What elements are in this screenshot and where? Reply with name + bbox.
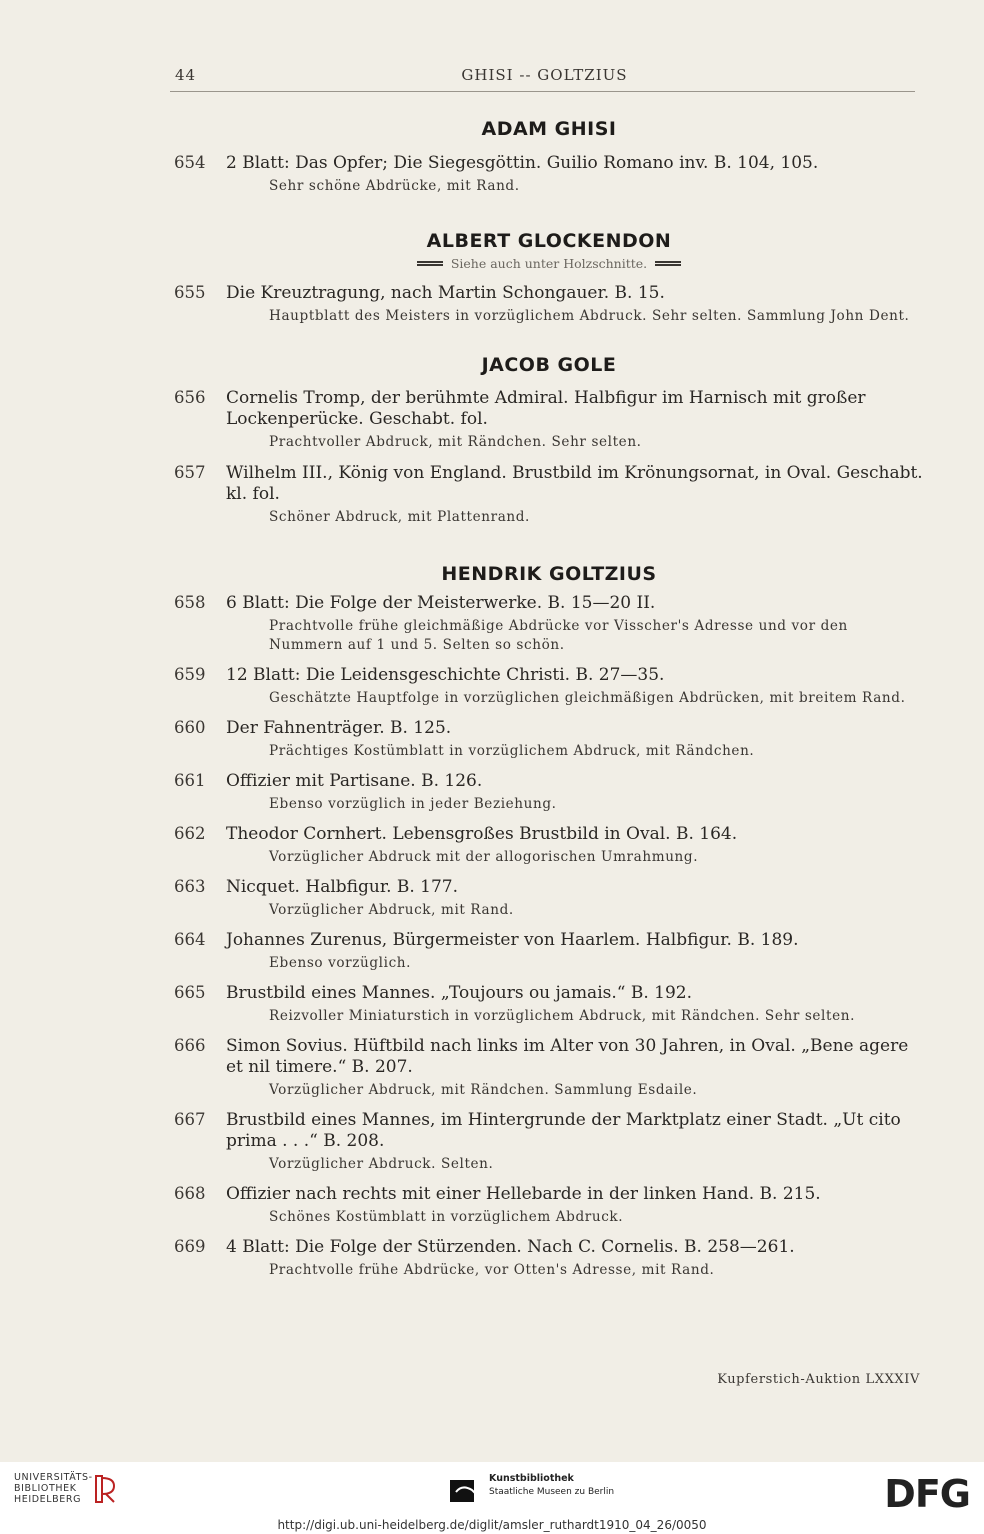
- section-hendrik-goltzius: [174, 563, 924, 1280]
- entry-number: 656: [174, 388, 206, 407]
- section-adam-ghisi: [174, 118, 924, 196]
- entry-number: 655: [174, 283, 206, 302]
- catalog-entry: [174, 1184, 924, 1227]
- catalog-entry: [174, 1237, 924, 1280]
- section-albert-glockendon: [174, 230, 924, 326]
- see-also-note: [174, 256, 924, 271]
- kunstbibliothek-logo: [489, 1472, 614, 1499]
- digitization-bar: [0, 1462, 984, 1518]
- running-head: [175, 66, 914, 88]
- entry-text: Brustbild eines Mannes, im Hintergrunde der Marktplatz einer Stadt. „Ut cito prima . . .“ B. 208.: [226, 1110, 901, 1151]
- university-seal-icon: [92, 1474, 118, 1504]
- entry-text: Brustbild eines Mannes. „Toujours ou jamais.“ B. 192.: [226, 983, 693, 1003]
- entry-note: Vorzüglicher Abdruck, mit Rand.: [269, 902, 514, 918]
- section-title: HENDRIK GOLTZIUS: [441, 563, 657, 585]
- entry-number: 666: [174, 1036, 206, 1055]
- catalog-entry: [174, 771, 924, 814]
- entry-text: Cornelis Tromp, der berühmte Admiral. Halbfigur im Harnisch mit großer Lockenperücke. Geschabt. fol.: [226, 388, 866, 429]
- entry-text: Wilhelm III., König von England. Brustbild im Krönungsornat, in Oval. Geschabt. kl. fol.: [226, 463, 923, 504]
- uni-logo-line: UNIVERSITÄTS-: [14, 1472, 93, 1483]
- ornament-rule: [655, 261, 681, 266]
- entry-number: 660: [174, 718, 206, 737]
- entry-number: 663: [174, 877, 206, 896]
- catalog-entry: [174, 1110, 924, 1174]
- page-content: [174, 118, 924, 1280]
- entry-text: Johannes Zurenus, Bürgermeister von Haarlem. Halbfigur. B. 189.: [226, 930, 799, 950]
- entry-note: Vorzüglicher Abdruck mit der allogorischen Umrahmung.: [269, 849, 699, 865]
- catalog-entry: [174, 388, 924, 452]
- dfg-logo: DFG: [884, 1472, 970, 1516]
- entry-text: Nicquet. Halbfigur. B. 177.: [226, 877, 459, 897]
- source-url[interactable]: http://digi.ub.uni-heidelberg.de/diglit/amsler_ruthardt1910_04_26/0050: [0, 1518, 984, 1534]
- entry-note: Schöner Abdruck, mit Plattenrand.: [269, 509, 530, 525]
- entry-number: 664: [174, 930, 206, 949]
- catalog-entry: [174, 665, 924, 708]
- entry-text: Offizier nach rechts mit einer Hellebarde in der linken Hand. B. 215.: [226, 1184, 821, 1204]
- catalog-entry: [174, 718, 924, 761]
- entry-note: Ebenso vorzüglich in jeder Beziehung.: [269, 796, 557, 812]
- catalog-entry: [174, 463, 924, 527]
- section-title: ALBERT GLOCKENDON: [426, 230, 672, 252]
- entry-number: 659: [174, 665, 206, 684]
- entry-note: Vorzüglicher Abdruck. Selten.: [269, 1156, 494, 1172]
- entry-text: 6 Blatt: Die Folge der Meisterwerke. B. 15—20 II.: [226, 593, 656, 613]
- entry-number: 662: [174, 824, 206, 843]
- entry-number: 668: [174, 1184, 206, 1203]
- page-number: 44: [175, 66, 197, 84]
- entry-note: Prächtiges Kostümblatt in vorzüglichem Abdruck, mit Rändchen.: [269, 743, 755, 759]
- catalog-entry: [174, 930, 924, 973]
- entry-note: Reizvoller Miniaturstich in vorzüglichem Abdruck, mit Rändchen. Sehr selten.: [269, 1008, 855, 1024]
- entry-note: Geschätzte Hauptfolge in vorzüglichen gleichmäßigen Abdrücken, mit breitem Rand.: [269, 690, 906, 706]
- catalog-footer: Kupferstich-Auktion LXXXIV: [717, 1372, 920, 1387]
- kb-logo-subtitle: Staatliche Museen zu Berlin: [489, 1487, 615, 1497]
- entry-text: Die Kreuztragung, nach Martin Schongauer. B. 15.: [226, 283, 665, 303]
- entry-note: Prachtvolle frühe Abdrücke, vor Otten's Adresse, mit Rand.: [269, 1262, 715, 1278]
- entry-note: Vorzüglicher Abdruck, mit Rändchen. Sammlung Esdaile.: [269, 1082, 698, 1098]
- catalog-entry: [174, 593, 924, 655]
- catalog-entry: [174, 1036, 924, 1100]
- entry-note: Prachtvoller Abdruck, mit Rändchen. Sehr selten.: [269, 434, 642, 450]
- kunstbibliothek-mark-icon: [448, 1478, 482, 1504]
- running-title: GHISI -- GOLTZIUS: [461, 66, 628, 84]
- entry-number: 661: [174, 771, 206, 790]
- section-jacob-gole: [174, 354, 924, 527]
- entry-number: 654: [174, 153, 206, 172]
- entry-text: 12 Blatt: Die Leidensgeschichte Christi. B. 27—35.: [226, 665, 665, 685]
- entry-note: Ebenso vorzüglich.: [269, 955, 412, 971]
- uni-logo-line: HEIDELBERG: [14, 1494, 82, 1505]
- entry-number: 667: [174, 1110, 206, 1129]
- entry-text: Offizier mit Partisane. B. 126.: [226, 771, 483, 791]
- entry-number: 665: [174, 983, 206, 1002]
- entry-note: Hauptblatt des Meisters in vorzüglichem Abdruck. Sehr selten. Sammlung John Dent.: [269, 308, 910, 324]
- header-rule: [170, 91, 915, 92]
- entry-text: 4 Blatt: Die Folge der Stürzenden. Nach C. Cornelis. B. 258—261.: [226, 1237, 795, 1257]
- section-title: ADAM GHISI: [481, 118, 617, 140]
- section-title: JACOB GOLE: [481, 354, 617, 376]
- entry-text: Theodor Cornhert. Lebensgroßes Brustbild in Oval. B. 164.: [226, 824, 738, 844]
- catalog-entry: [174, 983, 924, 1026]
- entry-number: 657: [174, 463, 206, 482]
- catalog-entry: [174, 153, 924, 196]
- uni-logo-line: BIBLIOTHEK: [14, 1483, 77, 1494]
- see-also-text: Siehe auch unter Holzschnitte.: [450, 256, 648, 271]
- university-library-logo: [14, 1472, 93, 1505]
- entry-text: 2 Blatt: Das Opfer; Die Siegesgöttin. Guilio Romano inv. B. 104, 105.: [226, 153, 819, 173]
- entry-note: Schönes Kostümblatt in vorzüglichem Abdruck.: [269, 1209, 624, 1225]
- entry-note: Sehr schöne Abdrücke, mit Rand.: [269, 178, 520, 194]
- entry-text: Der Fahnenträger. B. 125.: [226, 718, 452, 738]
- catalog-entry: [174, 824, 924, 867]
- entry-number: 669: [174, 1237, 206, 1256]
- catalog-entry: [174, 283, 924, 326]
- ornament-rule: [417, 261, 443, 266]
- kb-logo-title: Kunstbibliothek: [489, 1473, 574, 1484]
- entry-number: 658: [174, 593, 206, 612]
- entry-text: Simon Sovius. Hüftbild nach links im Alter von 30 Jahren, in Oval. „Bene agere et nil timere.“ B. 207.: [226, 1036, 909, 1077]
- catalog-entry: [174, 877, 924, 920]
- entry-note: Prachtvolle frühe gleichmäßige Abdrücke vor Visscher's Adresse und vor den Nummern auf 1 und 5. Selten so schön.: [269, 618, 848, 653]
